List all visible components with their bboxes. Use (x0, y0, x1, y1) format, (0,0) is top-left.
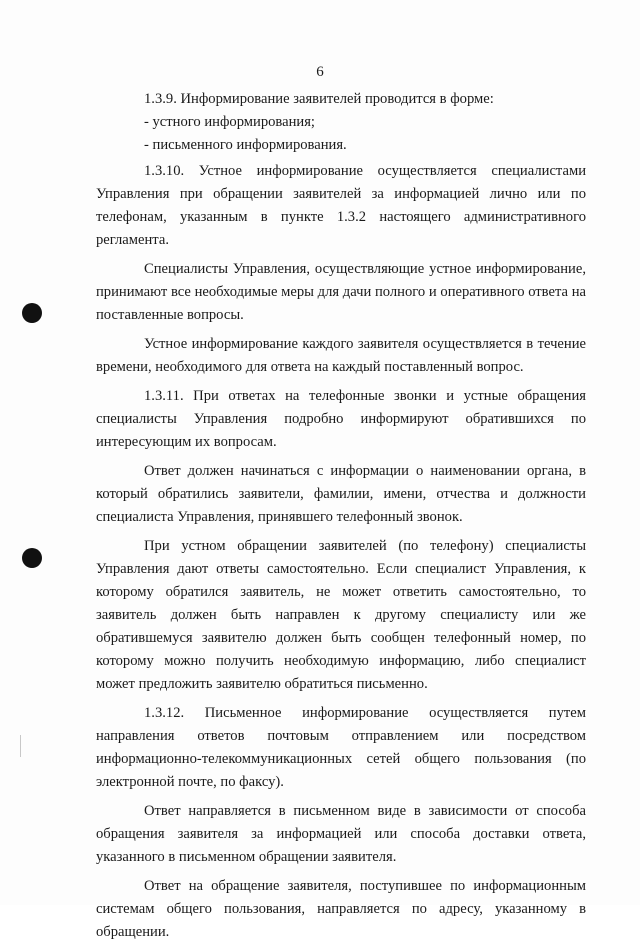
paragraph-specialists: Специалисты Управления, осуществляющие устное информирование, принимают все необходимые меры для дачи полного и оперативного ответа на поставленные вопросы. (96, 261, 586, 323)
paragraph-oral-phone: При устном обращении заявителей (по телефону) специалисты Управления дают ответы самостоятельно. Если специалист Управления, к которому обратился заявитель, не может ответить самостоятельно, то заявитель должен быть направлен к другому специалисту или же обратившемуся заявителю должен быть сообщен телефонный номер, по которому можно получить необходимую информацию, либо специалист может предложить заявителю обратиться письменно. (96, 538, 586, 692)
binder-hole-top (22, 303, 42, 323)
paragraph-1-3-11: 1.3.11. При ответах на телефонные звонки и устные обращения специалисты Управления подробно информируют обратившихся по интересующим их вопросам. (96, 388, 586, 450)
paragraph-info-systems: Ответ на обращение заявителя, поступившее по информационным системам общего пользования, направляется по адресу, указанному в обращении. (96, 878, 586, 940)
paragraph-oral-time: Устное информирование каждого заявителя осуществляется в течение времени, необходимого для ответа на каждый поставленный вопрос. (96, 336, 586, 375)
paragraph-1-3-9: 1.3.9. Информирование заявителей проводится в форме: (144, 91, 494, 107)
binder-hole-bottom (22, 548, 42, 568)
document-body (96, 88, 586, 950)
paragraph-1-3-10: 1.3.10. Устное информирование осуществляется специалистами Управления при обращении заявителей за информацией лично или по телефонам, указанным в пункте 1.3.2 настоящего административного регламента. (96, 163, 586, 248)
paragraph-1-3-12: 1.3.12. Письменное информирование осуществляется путем направления ответов почтовым отправлением или посредством информационно-телекоммуникационных сетей общего пользования (по электронной почте, по факсу). (96, 705, 586, 790)
list-item-oral: - устного информирования; (144, 114, 315, 130)
scan-artifact-line (20, 735, 21, 757)
paragraph-written-answer: Ответ направляется в письменном виде в зависимости от способа обращения заявителя за информацией или способа доставки ответа, указанного в письменном обращении заявителя. (96, 803, 586, 865)
page-number: 6 (316, 64, 324, 80)
list-item-written: - письменного информирования. (144, 137, 347, 153)
paragraph-answer-start: Ответ должен начинаться с информации о наименовании органа, в который обратились заявители, фамилии, имени, отчества и должности специалиста Управления, принявшего телефонный звонок. (96, 463, 586, 525)
